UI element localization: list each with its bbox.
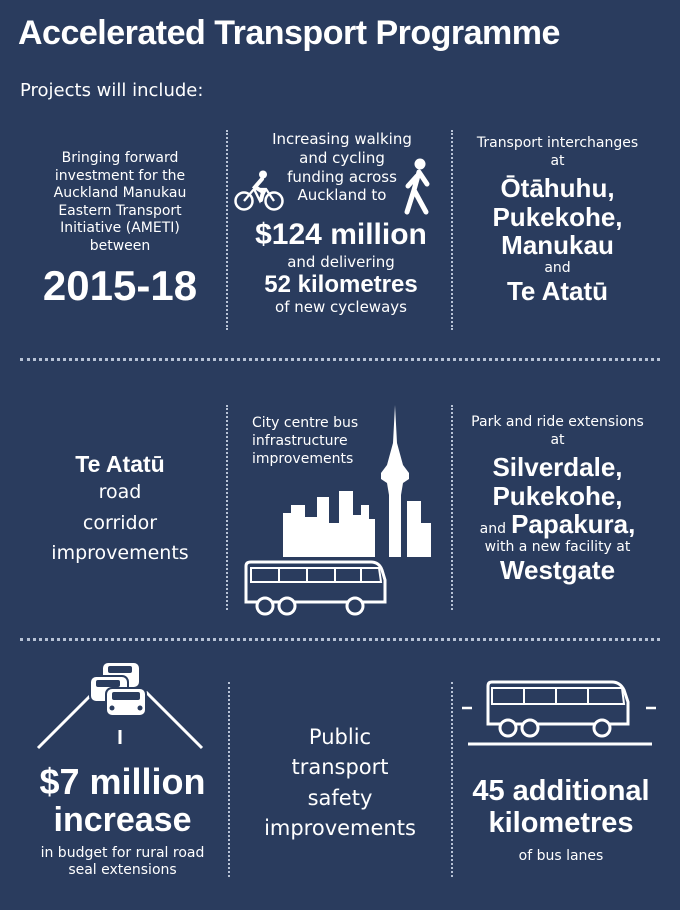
parkride-text: with a new facility at: [484, 538, 631, 555]
cycling-figures: [232, 218, 450, 317]
divider-vertical: [226, 130, 228, 330]
parkride-place: Westgate: [499, 555, 616, 586]
buslanes-panel: [455, 776, 667, 865]
interchange-place: Manukau: [501, 230, 614, 261]
ameti-text: Eastern Transport: [58, 202, 182, 219]
page-title: Accelerated Transport Programme: [18, 14, 560, 52]
citycentre-text: improvements: [252, 451, 354, 468]
safety-text: improvements: [264, 816, 416, 841]
divider-vertical: [451, 682, 453, 877]
safety-text: Public: [308, 725, 372, 749]
cycling-text: and cycling: [299, 148, 385, 167]
ameti-text: Bringing forward: [61, 150, 179, 166]
safety-panel: [232, 722, 448, 844]
teatatu-name: Te Atatū: [75, 451, 165, 477]
divider-horizontal: [20, 638, 660, 641]
rural-increase: increase: [53, 800, 192, 839]
rural-amount: $7 million: [39, 761, 206, 802]
interchange-place: Te Atatū: [506, 276, 609, 307]
interchanges-text: at: [550, 152, 565, 169]
ameti-text: Auckland Manukau: [53, 185, 187, 201]
parkride-text: at: [550, 431, 565, 448]
buslanes-unit: kilometres: [488, 806, 634, 839]
ameti-text: investment for the: [54, 167, 186, 184]
divider-vertical: [451, 130, 453, 330]
ameti-text: Initiative (AMETI): [60, 220, 180, 236]
road-cars-icon: [34, 652, 206, 752]
cycling-text: Auckland to: [297, 186, 387, 205]
safety-text: transport: [291, 755, 389, 780]
cycling-amount: $124 million: [255, 218, 427, 251]
safety-text: safety: [307, 785, 373, 810]
citycentre-text: infrastructure: [252, 433, 348, 450]
teatatu-text: corridor: [82, 511, 158, 534]
buslanes-text: of bus lanes: [518, 847, 604, 864]
ameti-panel: [20, 150, 220, 309]
parkride-place: Pukekohe,: [492, 480, 623, 511]
parkride-place: Papakura,: [511, 509, 636, 540]
teatatu-text: road: [98, 481, 142, 504]
interchange-place: Ōtāhuhu,: [500, 173, 615, 203]
cycling-panel: [262, 130, 422, 205]
cycling-text: Increasing walking: [272, 130, 412, 148]
parkride-line: [455, 510, 660, 539]
rural-text: seal extensions: [68, 862, 177, 879]
citycentre-text: City centre bus: [252, 415, 359, 431]
parkride-text: Park and ride extensions: [471, 414, 644, 430]
divider-vertical: [226, 405, 228, 610]
bus-lane-icon: [462, 680, 658, 748]
parkride-text: and: [479, 521, 506, 538]
cycling-distance: 52 kilometres: [264, 270, 418, 298]
interchanges-text: and: [544, 259, 571, 276]
cycling-text: and delivering: [287, 253, 395, 271]
teatatu-panel: [20, 452, 220, 568]
rural-text: in budget for rural road: [40, 844, 205, 861]
ameti-text: between: [89, 237, 151, 254]
cycling-text: of new cycleways: [275, 298, 407, 317]
interchanges-panel: [455, 135, 660, 306]
teatatu-text: improvements: [51, 542, 189, 565]
city-skyline-icon: [283, 405, 431, 557]
interchanges-text: Transport interchanges: [476, 135, 639, 151]
interchange-place: Pukekohe,: [492, 201, 623, 232]
buslanes-figure: 45 additional: [472, 775, 650, 807]
divider-horizontal: [20, 358, 660, 361]
page-subtitle: Projects will include:: [20, 80, 204, 101]
cycling-text: funding across: [287, 167, 397, 186]
parkride-place: Silverdale,: [492, 452, 623, 482]
divider-vertical: [228, 682, 230, 877]
ameti-years: 2015-18: [42, 262, 198, 309]
rural-panel: [20, 762, 225, 880]
divider-vertical: [451, 405, 453, 610]
parkride-panel: [455, 414, 660, 585]
bus-icon: [243, 560, 388, 618]
